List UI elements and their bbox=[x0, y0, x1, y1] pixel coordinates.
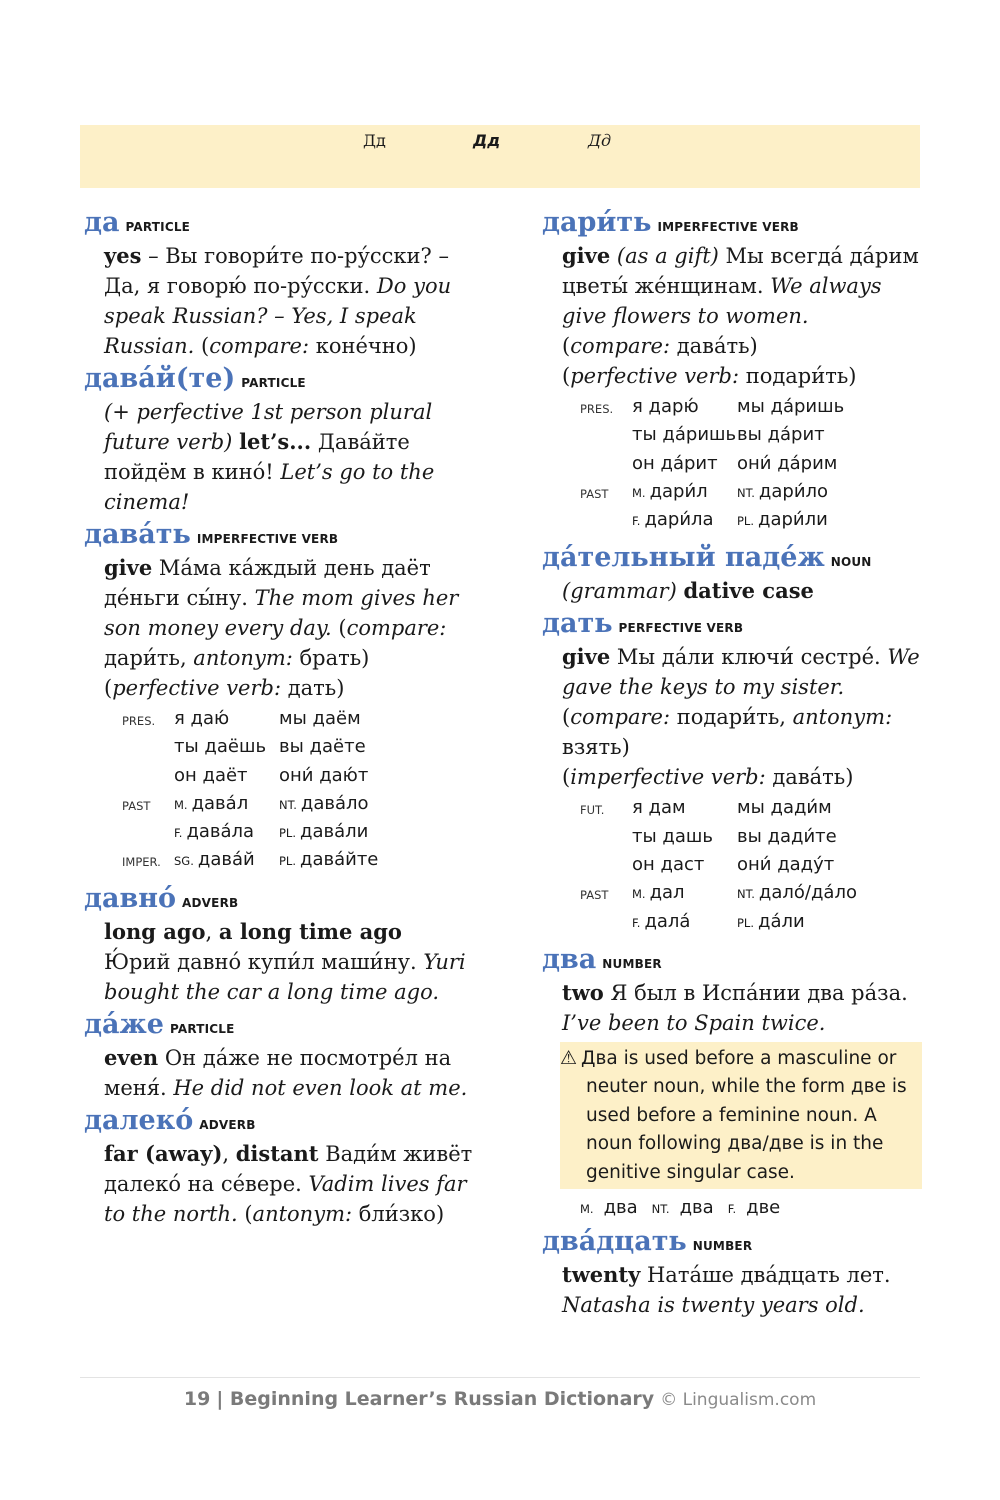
dictionary-entry bbox=[84, 205, 474, 361]
form-text: мы даём bbox=[279, 708, 361, 729]
example-text: брать) bbox=[292, 646, 370, 670]
example-text: ( bbox=[194, 334, 210, 358]
form-text: мы да́ришь bbox=[737, 396, 845, 417]
conjugation-form bbox=[279, 733, 366, 761]
translation-text: give bbox=[562, 644, 611, 670]
book-title: | Beginning Learner’s Russian Dictionary bbox=[216, 1388, 655, 1410]
form-text: они́ даю́т bbox=[279, 764, 369, 786]
form-label: F. bbox=[632, 915, 641, 930]
conjugation-form bbox=[737, 393, 844, 421]
translation-text: twenty bbox=[562, 1262, 641, 1288]
translation-text: yes bbox=[104, 243, 142, 268]
conjugation-form bbox=[174, 790, 248, 819]
entry-body bbox=[542, 978, 922, 1038]
form-text: я даю́ bbox=[174, 708, 230, 729]
headword: дава́ть bbox=[84, 519, 191, 550]
entry-head bbox=[542, 942, 922, 978]
letter-banner bbox=[80, 125, 920, 188]
example-text: дать) bbox=[281, 676, 345, 700]
entry-body bbox=[84, 917, 474, 1007]
dictionary-entry bbox=[542, 1224, 922, 1320]
conjugation-form bbox=[174, 846, 255, 875]
tense-label: PRES. bbox=[580, 402, 614, 416]
conjugation-table bbox=[542, 393, 922, 534]
form-label: SG. bbox=[174, 854, 194, 869]
entry-head bbox=[84, 1007, 474, 1043]
headword: дари́ть bbox=[542, 207, 652, 238]
example-text: Дава́йте пойдём в кино́! bbox=[104, 430, 410, 484]
tense-label: IMPER. bbox=[122, 855, 161, 870]
italic-text: antonym: bbox=[792, 705, 893, 730]
headword: да bbox=[84, 207, 120, 238]
italic-text: We always give flowers to women. bbox=[562, 274, 882, 328]
headword: дать bbox=[542, 608, 613, 640]
italic-text: (as a gift) bbox=[616, 244, 719, 268]
conjugation-form bbox=[737, 908, 805, 937]
entry-note-line bbox=[542, 762, 922, 792]
tense-label: PAST bbox=[122, 798, 151, 813]
headword: далеко́ bbox=[84, 1104, 194, 1136]
italic-text: Yuri bought the car a long time ago. bbox=[104, 949, 466, 1004]
example-text: бли́зко) bbox=[352, 1201, 445, 1226]
form-label: PL. bbox=[279, 854, 296, 869]
form-label: F. bbox=[727, 1202, 737, 1217]
example-text: ( bbox=[562, 334, 571, 358]
entry-head bbox=[542, 205, 922, 241]
entry-body bbox=[84, 553, 474, 673]
form-text: дал bbox=[649, 882, 685, 904]
translation-text: give bbox=[104, 555, 153, 580]
part-of-speech: PERFECTIVE VERB bbox=[618, 621, 744, 636]
gender-forms bbox=[542, 1193, 922, 1224]
conjugation-form bbox=[279, 790, 369, 819]
entry-head bbox=[542, 1224, 922, 1260]
part-of-speech: ADVERB bbox=[199, 1117, 256, 1132]
conjugation-form bbox=[632, 823, 713, 851]
headword: дава́й(те) bbox=[84, 363, 236, 394]
dictionary-entry bbox=[84, 1007, 474, 1103]
page-footer bbox=[80, 1377, 920, 1410]
entry-body bbox=[84, 1139, 474, 1229]
translation-text: far (away) bbox=[104, 1140, 223, 1166]
conjugation-form bbox=[632, 478, 708, 507]
example-text: , bbox=[222, 1141, 236, 1166]
form-text: они́ да́рим bbox=[737, 452, 838, 474]
right-column bbox=[542, 205, 922, 1320]
entry-body bbox=[542, 576, 922, 606]
conjugation-row bbox=[122, 705, 474, 733]
entry-body bbox=[84, 241, 474, 361]
translation-text: dative case bbox=[683, 578, 814, 604]
part-of-speech: NOUN bbox=[830, 555, 872, 570]
usage-note bbox=[560, 1042, 922, 1190]
translation-text: long ago bbox=[104, 918, 206, 944]
conjugation-row bbox=[580, 421, 922, 449]
example-text: дава́ть) bbox=[670, 334, 758, 358]
translation-text: distant bbox=[235, 1140, 319, 1166]
part-of-speech: IMPERFECTIVE VERB bbox=[657, 220, 799, 234]
italic-text: The mom gives her son money every day. bbox=[104, 586, 459, 640]
conjugation-row bbox=[580, 823, 922, 851]
translation-text: a long time ago bbox=[218, 918, 402, 944]
conjugation-row bbox=[122, 733, 474, 761]
conjugation-form bbox=[737, 823, 837, 851]
tense-label: FUT. bbox=[580, 803, 605, 818]
form-text: дава́йте bbox=[300, 849, 379, 871]
tense-label: PAST bbox=[580, 888, 609, 903]
italic-text: compare: bbox=[346, 616, 447, 640]
example-text: Ната́ше два́дцать лет. bbox=[640, 1263, 891, 1288]
translation-text: even bbox=[104, 1044, 159, 1070]
form-text: две bbox=[746, 1197, 781, 1219]
conjugation-form bbox=[279, 818, 368, 847]
conjugation-row bbox=[580, 851, 922, 879]
conjugation-form bbox=[174, 733, 266, 761]
part-of-speech: NUMBER bbox=[692, 1239, 753, 1254]
form-text: они́ даду́т bbox=[737, 854, 835, 876]
footer-text bbox=[80, 1388, 920, 1410]
example-text: Я был в Испа́нии два ра́за. bbox=[603, 980, 908, 1005]
conjugation-form bbox=[632, 421, 736, 449]
dictionary-entry bbox=[542, 540, 922, 606]
conjugation-row bbox=[122, 790, 474, 818]
form-text: ты да́ришь bbox=[632, 424, 737, 446]
entry-body bbox=[542, 642, 922, 762]
dictionary-entry bbox=[542, 606, 922, 935]
italic-text: compare: bbox=[570, 705, 671, 730]
entry-note-line bbox=[542, 361, 922, 391]
form-label: PL. bbox=[737, 514, 754, 529]
italic-text: Vadim lives far to the north. bbox=[104, 1171, 467, 1226]
form-text: я дарю́ bbox=[632, 396, 699, 417]
italic-text: (+ perfective 1st person plural future verb) bbox=[104, 400, 433, 454]
dictionary-entry bbox=[84, 881, 474, 1007]
dictionary-entry bbox=[84, 1103, 474, 1229]
dictionary-entry bbox=[542, 205, 922, 534]
part-of-speech: ADVERB bbox=[182, 895, 239, 910]
italic-text: antonym: bbox=[252, 1201, 353, 1226]
conjugation-table bbox=[84, 705, 474, 875]
conjugation-row bbox=[580, 478, 922, 506]
conjugation-form bbox=[174, 762, 248, 790]
form-text: дари́ли bbox=[758, 509, 828, 531]
italic-text: We gave the keys to my sister. bbox=[562, 645, 920, 700]
italic-text: imperfective verb: bbox=[570, 765, 766, 790]
conjugation-form bbox=[737, 794, 832, 822]
form-text: дава́ла bbox=[186, 821, 255, 843]
example-text bbox=[610, 244, 617, 268]
italic-text: compare: bbox=[570, 334, 671, 358]
entry-head bbox=[84, 881, 474, 917]
conjugation-form bbox=[632, 506, 714, 535]
example-text: подари́ть) bbox=[739, 364, 857, 388]
form-label: NT. bbox=[279, 797, 297, 812]
conjugation-row bbox=[122, 846, 474, 874]
example-text: взять) bbox=[562, 735, 630, 760]
headword: давно́ bbox=[84, 882, 177, 914]
entry-head bbox=[542, 540, 922, 576]
entry-head bbox=[84, 517, 474, 553]
banner-letter-cursive: Дд bbox=[588, 131, 612, 150]
form-label: F. bbox=[174, 826, 183, 841]
form-text: два bbox=[679, 1197, 714, 1219]
form-label: NT. bbox=[737, 887, 755, 902]
form-text: дава́л bbox=[191, 792, 249, 814]
example-text: ( bbox=[562, 364, 571, 388]
example-text: ( bbox=[331, 616, 347, 640]
part-of-speech: PARTICLE bbox=[125, 220, 191, 234]
entry-body bbox=[542, 1260, 922, 1320]
example-text: ( bbox=[562, 705, 571, 730]
entry-head bbox=[84, 361, 474, 397]
conjugation-form bbox=[737, 450, 837, 478]
example-text: – Вы говори́те по-ру́сски? – Да, я говорю́ по-ру́сски. bbox=[104, 244, 449, 298]
form-label: PL. bbox=[737, 915, 754, 930]
example-text: Мы да́ли ключи́ сестре́. bbox=[610, 645, 888, 670]
example-text: Ма́ма ка́ждый день даёт де́ньги сы́ну. bbox=[104, 556, 431, 610]
form-text: вы дади́те bbox=[737, 825, 837, 847]
conjugation-form bbox=[737, 851, 834, 879]
tense-label: PAST bbox=[580, 486, 609, 501]
example-text: ( bbox=[237, 1201, 253, 1226]
warning-icon: ⚠ bbox=[560, 1046, 578, 1069]
form-text: дава́й bbox=[197, 849, 255, 871]
entry-head bbox=[84, 205, 474, 241]
form-label: F. bbox=[632, 514, 641, 529]
entry-note-line bbox=[542, 331, 922, 361]
entry-head bbox=[84, 1103, 474, 1139]
form-text: дало́/да́ло bbox=[758, 882, 857, 904]
conjugation-form bbox=[174, 818, 254, 847]
part-of-speech: NUMBER bbox=[602, 956, 662, 971]
italic-text: Let’s go to the cinema! bbox=[104, 460, 435, 514]
tense-label: PRES. bbox=[122, 714, 156, 728]
example-text: коне́чно) bbox=[309, 334, 417, 358]
example-text: подари́ть, bbox=[670, 705, 793, 730]
headword: два́дцать bbox=[542, 1226, 687, 1258]
translation-text: two bbox=[562, 979, 604, 1005]
example-text: , bbox=[205, 919, 219, 944]
conjugation-form bbox=[174, 705, 229, 733]
entry-head bbox=[542, 606, 922, 642]
conjugation-form bbox=[279, 705, 361, 733]
page-number: 19 bbox=[183, 1388, 211, 1410]
dictionary-entry bbox=[84, 361, 474, 517]
italic-text: He did not even look at me. bbox=[173, 1075, 468, 1100]
translation-text: give bbox=[562, 243, 611, 268]
example-text: дава́ть) bbox=[765, 765, 854, 790]
form-text: вы даёте bbox=[279, 736, 366, 758]
form-label: NT. bbox=[737, 485, 755, 500]
conjugation-form bbox=[632, 908, 690, 937]
italic-text: (grammar) bbox=[562, 579, 677, 604]
part-of-speech: IMPERFECTIVE VERB bbox=[196, 532, 339, 546]
conjugation-form bbox=[279, 846, 378, 875]
form-label: M. bbox=[632, 887, 646, 902]
entry-body bbox=[84, 1043, 474, 1103]
translation-text: let’s... bbox=[239, 429, 312, 454]
usage-note-text: Два is used before a masculine or neuter noun, while the form две is used before a feminine noun. A noun following два/две is in the genitive singular case. bbox=[581, 1047, 907, 1183]
form-text: да́ли bbox=[758, 910, 805, 932]
form-label: M. bbox=[632, 485, 646, 500]
part-of-speech: PARTICLE bbox=[169, 1021, 235, 1036]
conjugation-form bbox=[632, 794, 686, 822]
form-text: мы дади́м bbox=[737, 797, 832, 819]
conjugation-table bbox=[542, 794, 922, 935]
form-text: ты даёшь bbox=[174, 736, 267, 758]
example-text: дари́ть, bbox=[104, 646, 194, 670]
form-text: два bbox=[603, 1197, 638, 1219]
italic-text: I’ve been to Spain twice. bbox=[562, 1010, 826, 1035]
conjugation-row bbox=[122, 762, 474, 790]
dictionary-entry bbox=[542, 942, 922, 1225]
entry-body bbox=[84, 397, 474, 517]
left-column bbox=[84, 205, 474, 1229]
example-text: Мы всегда́ да́рим цветы́ же́нщинам. bbox=[562, 244, 919, 298]
conjugation-form bbox=[737, 478, 828, 507]
banner-letter-italic: Дд bbox=[473, 131, 501, 150]
form-text: я дам bbox=[632, 797, 686, 819]
conjugation-form bbox=[737, 506, 828, 535]
italic-text: antonym: bbox=[193, 646, 293, 670]
example-text: ( bbox=[104, 676, 113, 700]
form-text: вы да́рит bbox=[737, 424, 825, 446]
conjugation-row bbox=[580, 450, 922, 478]
footer-source: © Lingualism.com bbox=[660, 1390, 817, 1410]
example-text: ( bbox=[562, 765, 571, 790]
italic-text: Do you speak Russian? – Yes, I speak Russian. bbox=[104, 274, 452, 358]
form-text: он даёт bbox=[174, 764, 248, 786]
example-text: Он да́же не посмотре́л на меня́. bbox=[104, 1045, 452, 1100]
form-label: M. bbox=[174, 797, 188, 812]
italic-text: perfective verb: bbox=[570, 364, 740, 388]
form-label: M. bbox=[580, 1202, 594, 1217]
form-text: дала́ bbox=[644, 910, 691, 932]
italic-text: compare: bbox=[209, 334, 310, 358]
conjugation-form bbox=[632, 879, 685, 908]
conjugation-form bbox=[737, 421, 825, 449]
form-text: дава́ло bbox=[300, 792, 369, 814]
entry-body bbox=[542, 241, 922, 331]
conjugation-row bbox=[122, 818, 474, 846]
part-of-speech: PARTICLE bbox=[241, 376, 306, 390]
conjugation-row bbox=[580, 879, 922, 907]
example-text: Ю́рий давно́ купи́л маши́ну. bbox=[104, 949, 424, 974]
headword: да́же bbox=[84, 1008, 164, 1040]
form-text: ты дашь bbox=[632, 825, 713, 847]
form-label: PL. bbox=[279, 826, 296, 841]
conjugation-row bbox=[580, 908, 922, 936]
form-label: NT. bbox=[651, 1202, 670, 1217]
italic-text: perfective verb: bbox=[112, 676, 282, 700]
headword: два bbox=[542, 943, 597, 975]
conjugation-form bbox=[632, 393, 699, 421]
conjugation-form bbox=[279, 762, 368, 790]
form-text: дари́л bbox=[649, 480, 708, 502]
dictionary-entry bbox=[84, 517, 474, 875]
headword: да́тельный паде́ж bbox=[542, 542, 825, 574]
conjugation-row bbox=[580, 393, 922, 421]
form-text: дари́ло bbox=[758, 480, 829, 502]
conjugation-form bbox=[632, 450, 718, 478]
conjugation-form bbox=[737, 879, 857, 908]
form-text: дари́ла bbox=[644, 509, 714, 531]
form-text: он да́рит bbox=[632, 452, 718, 474]
conjugation-row bbox=[580, 506, 922, 534]
entry-note-line bbox=[84, 673, 474, 703]
conjugation-form bbox=[632, 851, 704, 879]
example-text: Вади́м живёт далеко́ на се́вере. bbox=[104, 1141, 473, 1196]
conjugation-row bbox=[580, 794, 922, 822]
form-text: он даст bbox=[632, 854, 705, 876]
italic-text: Natasha is twenty years old. bbox=[562, 1293, 865, 1318]
form-text: дава́ли bbox=[300, 821, 369, 843]
banner-letter-print: Дд bbox=[363, 131, 386, 150]
